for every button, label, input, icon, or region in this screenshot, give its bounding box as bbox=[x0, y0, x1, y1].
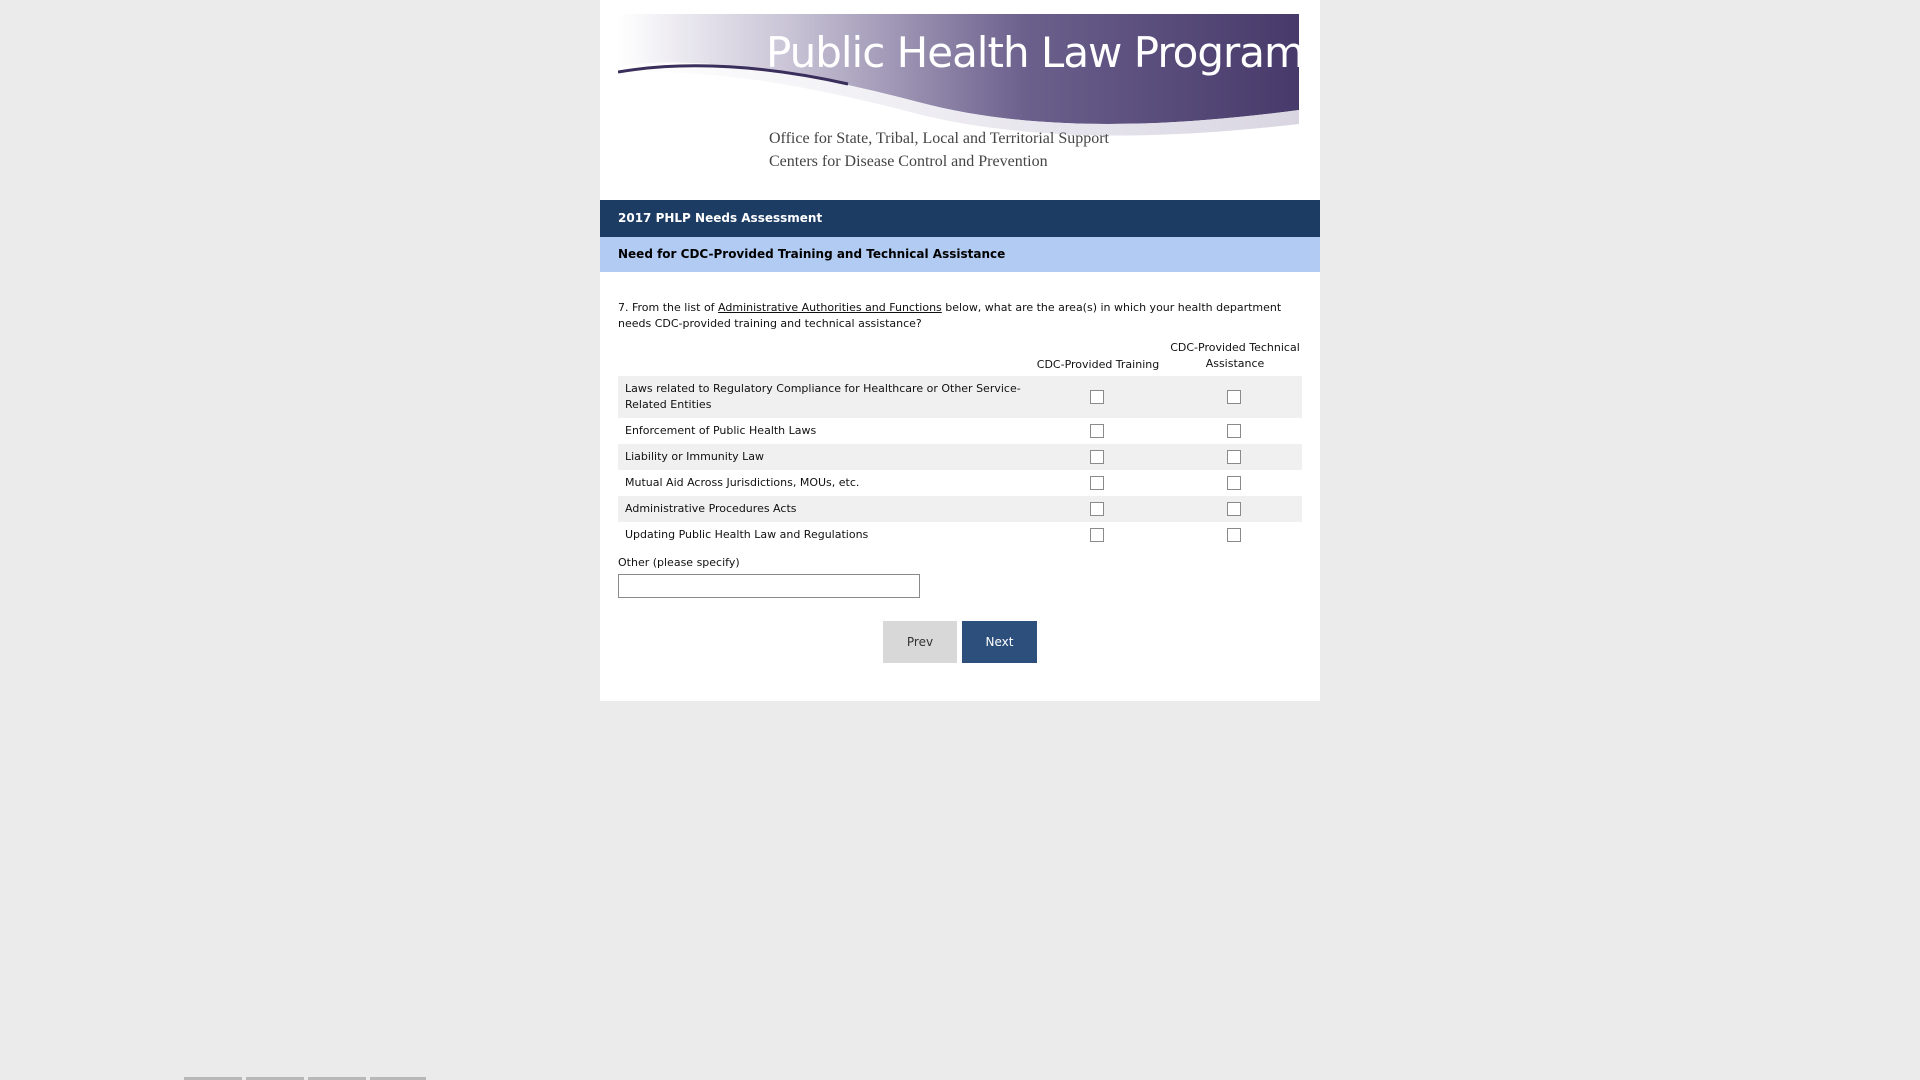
matrix-row-label: Enforcement of Public Health Laws bbox=[625, 424, 817, 437]
administrative-authorities-link[interactable]: Administrative Authorities and Functions bbox=[718, 301, 942, 314]
technical-assistance-checkbox[interactable] bbox=[1227, 528, 1241, 542]
training-checkbox[interactable] bbox=[1090, 450, 1104, 464]
technical-assistance-checkbox[interactable] bbox=[1227, 390, 1241, 404]
prev-button[interactable]: Prev bbox=[883, 621, 957, 663]
program-banner bbox=[618, 14, 1304, 186]
training-checkbox-cell bbox=[1090, 476, 1104, 490]
training-checkbox-cell bbox=[1090, 450, 1104, 464]
column-header-training: CDC-Provided Training bbox=[1036, 358, 1160, 371]
banner-title: Public Health Law Program bbox=[766, 28, 1304, 77]
banner-subtitle-cdc: Centers for Disease Control and Prevention bbox=[769, 153, 1048, 170]
training-checkbox[interactable] bbox=[1090, 424, 1104, 438]
matrix-row bbox=[618, 418, 1302, 444]
technical-assistance-checkbox[interactable] bbox=[1227, 502, 1241, 516]
question-prefix: 7. From the list of bbox=[618, 301, 719, 314]
matrix-row bbox=[618, 470, 1302, 496]
matrix-grid bbox=[618, 376, 1302, 548]
matrix-row-label: Updating Public Health Law and Regulations bbox=[625, 528, 869, 541]
training-checkbox-cell bbox=[1090, 528, 1104, 542]
technical-assistance-checkbox[interactable] bbox=[1227, 424, 1241, 438]
training-checkbox-cell bbox=[1090, 390, 1104, 404]
training-checkbox-cell bbox=[1090, 502, 1104, 516]
survey-container bbox=[600, 0, 1320, 701]
training-checkbox-cell bbox=[1090, 424, 1104, 438]
matrix-row-label: Laws related to Regulatory Compliance for Healthcare or Other Service-Related Entities bbox=[625, 382, 1021, 411]
training-checkbox[interactable] bbox=[1090, 528, 1104, 542]
other-specify-input[interactable] bbox=[618, 574, 920, 598]
other-specify-label: Other (please specify) bbox=[618, 556, 740, 569]
matrix-row bbox=[618, 496, 1302, 522]
training-checkbox[interactable] bbox=[1090, 502, 1104, 516]
matrix-row bbox=[618, 376, 1302, 418]
banner-subtitle-office: Office for State, Tribal, Local and Territorial Support bbox=[769, 130, 1109, 147]
technical-assistance-checkbox-cell bbox=[1227, 450, 1241, 464]
section-title-bar: Need for CDC-Provided Training and Technical Assistance bbox=[600, 237, 1320, 272]
training-checkbox[interactable] bbox=[1090, 390, 1104, 404]
training-checkbox[interactable] bbox=[1090, 476, 1104, 490]
matrix-row-label: Mutual Aid Across Jurisdictions, MOUs, etc. bbox=[625, 476, 860, 489]
matrix-row-label: Liability or Immunity Law bbox=[625, 450, 765, 463]
technical-assistance-checkbox[interactable] bbox=[1227, 450, 1241, 464]
next-button[interactable]: Next bbox=[962, 621, 1037, 663]
technical-assistance-checkbox-cell bbox=[1227, 424, 1241, 438]
technical-assistance-checkbox-cell bbox=[1227, 528, 1241, 542]
technical-assistance-checkbox-cell bbox=[1227, 502, 1241, 516]
column-header-technical-assistance: CDC-Provided Technical Assistance bbox=[1170, 341, 1300, 370]
question-suffix: below, what are the area(s) in which your health department needs CDC-provided training and technical assistance? bbox=[618, 301, 1282, 330]
technical-assistance-checkbox-cell bbox=[1227, 390, 1241, 404]
technical-assistance-checkbox[interactable] bbox=[1227, 476, 1241, 490]
matrix-row-label: Administrative Procedures Acts bbox=[625, 502, 797, 515]
matrix-row bbox=[618, 444, 1302, 470]
technical-assistance-checkbox-cell bbox=[1227, 476, 1241, 490]
survey-title-bar: 2017 PHLP Needs Assessment bbox=[600, 200, 1320, 237]
question-text bbox=[618, 300, 1298, 332]
matrix-row bbox=[618, 522, 1302, 548]
